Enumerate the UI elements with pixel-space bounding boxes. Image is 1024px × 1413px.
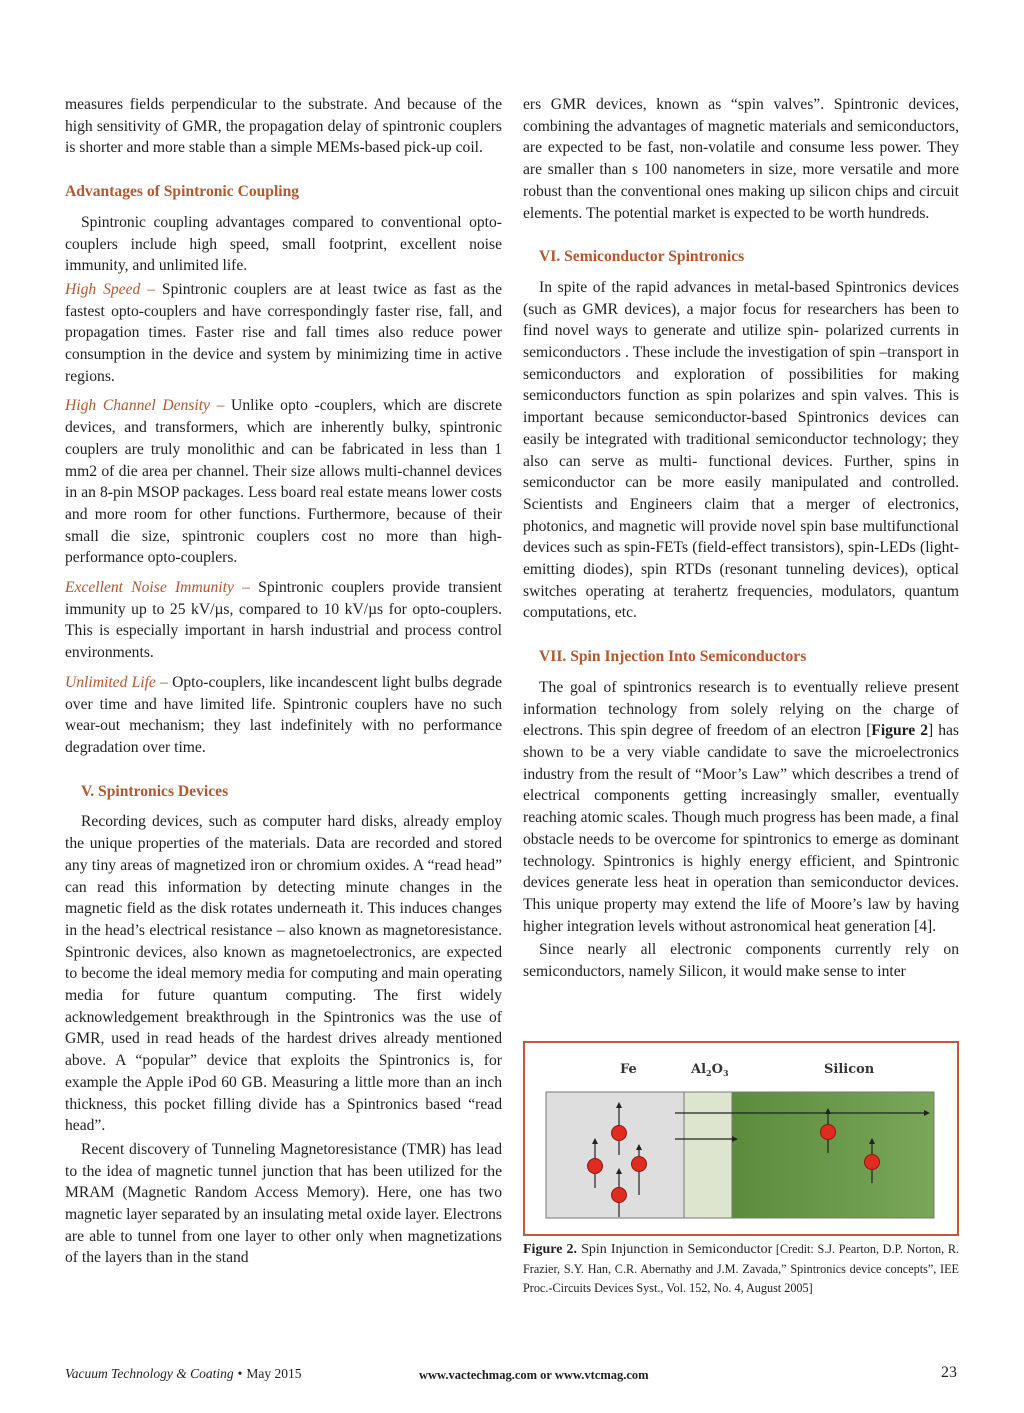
figure-reference: Figure 2 (871, 722, 928, 740)
issue-date: May 2015 (246, 1366, 302, 1381)
right-column (523, 94, 959, 991)
injection-text-b: ] has shown to be a very viable candidate to save the microelectronics industry from the result of “Moor’s Law” which describes a trend of electrical components getting increasingly smaller, eventually reaching atomic scales. Though much progress has been made, a final obstacle needs to be overcome for spintronics to emerge as dominant technology. Spintronics is highly energy efficient, and Spintronic devices generate less heat in operation than semiconductor devices. This unique property may extend the life of Moore’s law by having higher integration levels without astronomical heat generation [4]. (523, 722, 959, 935)
injection-paragraph-2: Since nearly all electronic components currently rely on semiconductors, namely Silicon, it would make sense to inter (523, 941, 959, 981)
intro-paragraph: measures fields perpendicular to the substrate. And because of the high sensitivity of GMR, the propagation delay of spintronic couplers is shorter and more stable than a simple MEMs-based pick-up coil. (65, 96, 502, 157)
noise-immunity-lead: Excellent Noise Immunity – (65, 579, 250, 597)
devices-paragraph-1: Recording devices, such as computer hard disks, already employ the unique properties of the materials. Data are recorded and stored any tiny areas of magnetized iron or chromium oxides. A “read head” can read this information by detecting minute changes in the magnetic field as the disk rotates underneath it. This induces changes in the head’s electrical resistance – also known as magnetoresistance. Spintronic devices, also known as magnetoelectronics, are expected to become the ideal memory media for computing and main operating media for future quantum computing. The first widely acknowledgement breakthrough in the Spintronics was the use of GMR, used in read heads of the hardest drives already mentioned above. A “popular” device that exploits the Spintronics is, for example the Apple iPod 60 GB. Measuring a little more than an inch thickness, this pocket filling divide has a Spintronics based “read head”. (65, 813, 502, 1135)
noise-immunity-paragraph (65, 577, 502, 664)
unlimited-life-paragraph (65, 672, 502, 759)
silicon-region (732, 1092, 934, 1218)
heading-injection: VII. Spin Injection Into Semiconductors (539, 648, 807, 666)
advantages-paragraph: Spintronic coupling advantages compared to conventional opto-couplers include high speed, small footprint, excellent noise immunity, and unlimited life. (65, 213, 502, 275)
footer-publication (65, 1366, 301, 1382)
al2o3-label-sub3: 3 (722, 1068, 729, 1078)
injection-text-a: The goal of spintronics research is to eventually relieve present information technology from solely relying on the charge of electrons. This spin degree of freedom of an electron [ (523, 678, 959, 740)
noise-immunity-text: Spintronic couplers provide transient immunity up to 25 kV/µs, compared to 10 kV/µs for opto-couplers. This is especially important in harsh industrial and process control environments. (65, 579, 502, 662)
caption-title: Spin Injunction in Semiconductor (577, 1242, 773, 1257)
continued-paragraph: ers GMR devices, known as “spin valves”. Spintronic devices, combining the advantages of magnetic materials and semiconductors, are expected to be fast, non-volatile and consume less power. They are smaller than s 100 nanometers in size, more versatile and more robust than the conventional ones making up silicon chips and circuit elements. The potential market is expected to be worth hundreds. (523, 96, 959, 222)
devices-paragraph-2: Recent discovery of Tunneling Magnetoresistance (TMR) has lead to the idea of magnetic tunnel junction that has been utilized for the MRAM (Magnetic Random Access Memory). Here, one has two magnetic layer separated by an insulating metal oxide layer. Electrons are able to tunnel from one layer to other only when magnetizations of the layers than in the stand (65, 1140, 502, 1267)
page-number: 23 (941, 1364, 957, 1381)
al2o3-label (690, 1062, 729, 1078)
caption-credit: [Credit: S.J. Pearton, D.P. Norton, R. Frazier, S.Y. Han, C.R. Abernathy and J.M. Zavada,” Spintronics device concepts”, IEE Proc.-Circuits Devices Syst., Vol. 152, No. 4, August 2005] (523, 1242, 959, 1295)
semiconductor-paragraph: In spite of the rapid advances in metal-based Spintronics devices (such as GMR devices), a major focus for researchers has been to find novel ways to generate and utilize spin- polarized currents in semiconductors . These include the investigation of spin –transport in semiconductors and exploration of possibilities for making semiconductors function as spin polarizes and spin valves. This is important because semiconductor-based Spintronics devices can easily be integrated with traditional semiconductor technology; they also can serve as multi- functional devices. Further, spins in semiconductor can be more easily manipulated and controlled. Scientists and Engineers claim that a merger of electronics, photonics, and magnetic will provide novel spin base multifunctional devices such as spin-FETs (field-effect transistors), spin-LEDs (light-emitting diodes), spin RTDs (resonant tunneling devices), optical switches operating at terahertz frequencies, modulators, quantum computations, etc. (523, 278, 959, 622)
injection-paragraph-1 (523, 677, 959, 937)
figure-spin-injection (523, 1041, 959, 1236)
al2o3-label-sub2: 2 (706, 1068, 712, 1078)
high-density-text: Unlike opto -couplers, which are discrete devices, and transformers, which are inherently bulky, spintronic couplers are truly monolithic and can be fabricated in less than 1 mm2 of die area per channel. Their size allows multi-channel devices in an 8-pin MSOP packages. Less board real estate means lower costs and more room for other functions. Furthermore, because of their small die size, spintronic couplers cost no more than high-performance opto-couplers. (65, 397, 502, 567)
unlimited-life-text: Opto-couplers, like incandescent light bulbs degrade over time and have limited life. Spintronic couplers have no such wear-out mechanism; they last indefinitely with no performance degradation over time. (65, 673, 502, 756)
heading-semiconductor: VI. Semiconductor Spintronics (539, 248, 745, 266)
al2o3-label-al: Al (691, 1062, 707, 1077)
high-density-lead: High Channel Density – (65, 397, 225, 415)
heading-devices: V. Spintronics Devices (81, 782, 229, 800)
high-speed-paragraph (65, 279, 502, 388)
fe-label: Fe (620, 1062, 637, 1077)
unlimited-life-lead: Unlimited Life – (65, 673, 168, 691)
publication-name: Vacuum Technology & Coating (65, 1366, 234, 1381)
caption-label: Figure 2. (523, 1242, 577, 1257)
barrier-region (684, 1092, 732, 1218)
figure-caption (523, 1240, 959, 1299)
high-speed-text: Spintronic couplers are at least twice as fast as the fastest opto-couplers and have correspondingly faster rise, fall, and propagation times. Faster rise and fall times also reduce power consumption in the device and system by minimizing time in active regions. (65, 280, 503, 385)
heading-advantages: Advantages of Spintronic Coupling (65, 183, 300, 201)
left-column (65, 94, 502, 1277)
silicon-label: Silicon (824, 1062, 875, 1077)
footer-separator: • (237, 1366, 243, 1381)
high-speed-lead: High Speed – (65, 280, 156, 298)
high-density-paragraph (65, 395, 502, 569)
al2o3-label-o: O (711, 1062, 723, 1077)
footer-websites: www.vactechmag.com or www.vtcmag.com (419, 1368, 649, 1382)
spin-injection-diagram (525, 1043, 957, 1234)
